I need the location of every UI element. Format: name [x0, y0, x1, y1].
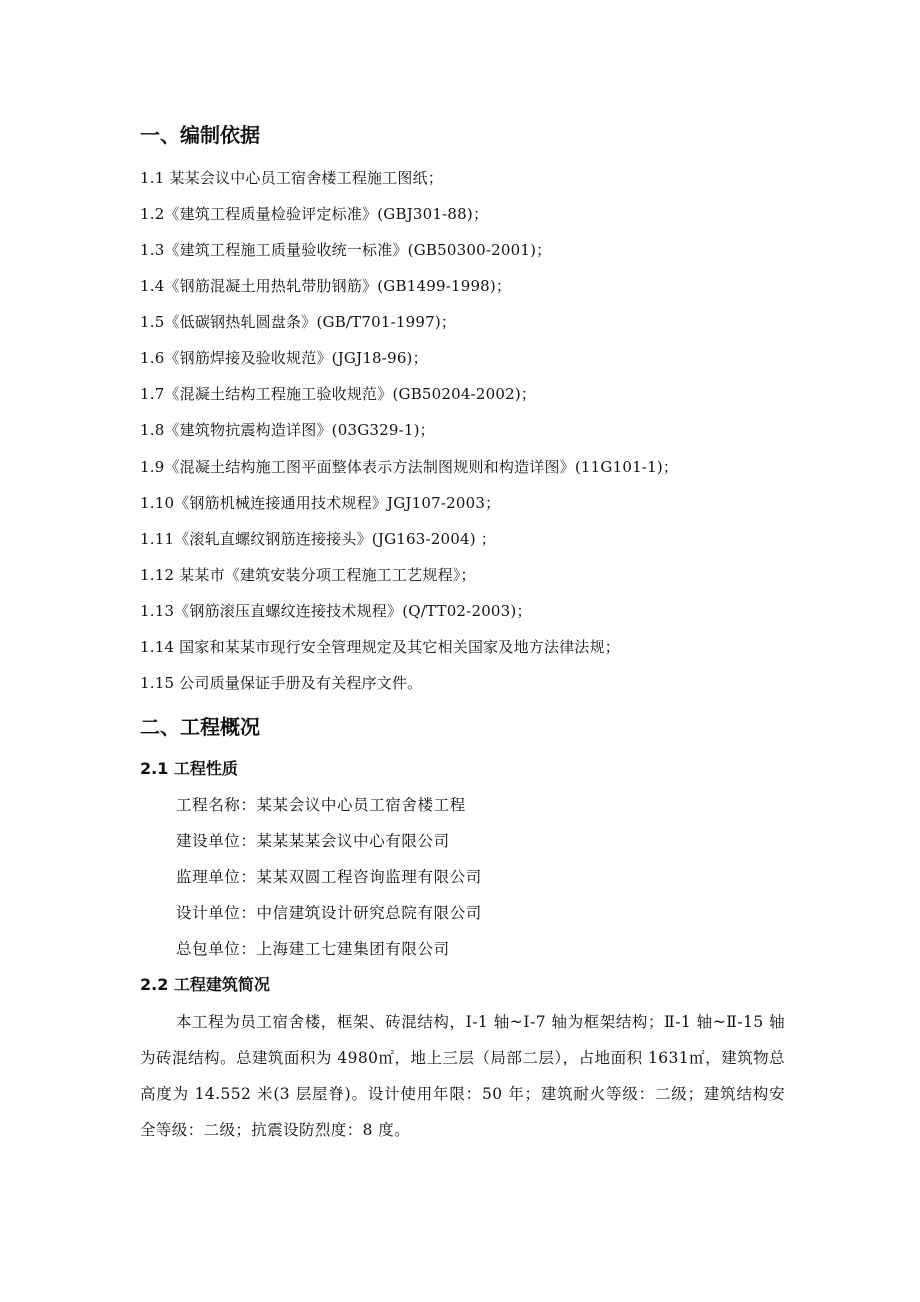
- building-overview-paragraph: 本工程为员工宿舍楼，框架、砖混结构，Ⅰ-1 轴~Ⅰ-7 轴为框架结构；Ⅱ-1 轴~Ⅱ-15 轴为砖混结构。总建筑面积为 4980㎡，地上三层（局部二层），占地面积 1631㎡，建筑物总高度为 14.552 米(3 层屋脊)。设计使用年限：50 年；建筑耐火等级：二级；建筑结构安全等级：二级；抗震设防烈度：8 度。: [140, 1013, 785, 1139]
- general-contractor-row: 总包单位：上海建工七建集团有限公司: [176, 940, 450, 958]
- subsection-2-1-heading: 2.1 工程性质: [140, 759, 238, 778]
- reference-item-1-9: 1.9《混凝土结构施工图平面整体表示方法制图规则和构造详图》(11G101-1)；: [140, 458, 679, 476]
- reference-item-1-5: 1.5《低碳钢热轧圆盘条》(GB/T701-1997)；: [140, 313, 457, 331]
- reference-item-1-1: 1.1 某某会议中心员工宿舍楼工程施工图纸；: [140, 169, 444, 187]
- reference-item-1-11: 1.11《滚轧直螺纹钢筋连接接头》(JG163-2004) ；: [140, 530, 496, 548]
- design-unit-row: 设计单位：中信建筑设计研究总院有限公司: [176, 904, 482, 922]
- reference-item-1-12: 1.12 某某市《建筑安装分项工程施工工艺规程》；: [140, 566, 476, 584]
- reference-item-1-7: 1.7《混凝土结构工程施工验收规范》(GB50204-2002)；: [140, 385, 537, 403]
- reference-item-1-2: 1.2《建筑工程质量检验评定标准》(GBJ301-88)；: [140, 205, 489, 223]
- reference-item-1-3: 1.3《建筑工程施工质量验收统一标准》(GB50300-2001)；: [140, 241, 552, 259]
- reference-item-1-15: 1.15 公司质量保证手册及有关程序文件。: [140, 674, 423, 692]
- reference-item-1-6: 1.6《钢筋焊接及验收规范》(JGJ18-96)；: [140, 349, 428, 367]
- subsection-2-2-heading: 2.2 工程建筑简况: [140, 975, 270, 994]
- reference-item-1-4: 1.4《钢筋混凝土用热轧带肋钢筋》(GB1499-1998)；: [140, 277, 512, 295]
- project-name-row: 工程名称：某某会议中心员工宿舍楼工程: [176, 796, 466, 814]
- section-2-heading: 二、工程概况: [140, 715, 260, 739]
- supervision-unit-row: 监理单位：某某双圆工程咨询监理有限公司: [176, 868, 482, 886]
- reference-item-1-13: 1.13《钢筋滚压直螺纹连接技术规程》(Q/TT02-2003)；: [140, 602, 532, 620]
- reference-item-1-10: 1.10《钢筋机械连接通用技术规程》JGJ107-2003；: [140, 494, 501, 512]
- reference-item-1-14: 1.14 国家和某某市现行安全管理规定及其它相关国家及地方法律法规；: [140, 638, 620, 656]
- owner-unit-row: 建设单位：某某某某会议中心有限公司: [176, 832, 450, 850]
- reference-item-1-8: 1.8《建筑物抗震构造详图》(03G329-1)；: [140, 421, 435, 439]
- section-1-heading: 一、编制依据: [140, 123, 260, 147]
